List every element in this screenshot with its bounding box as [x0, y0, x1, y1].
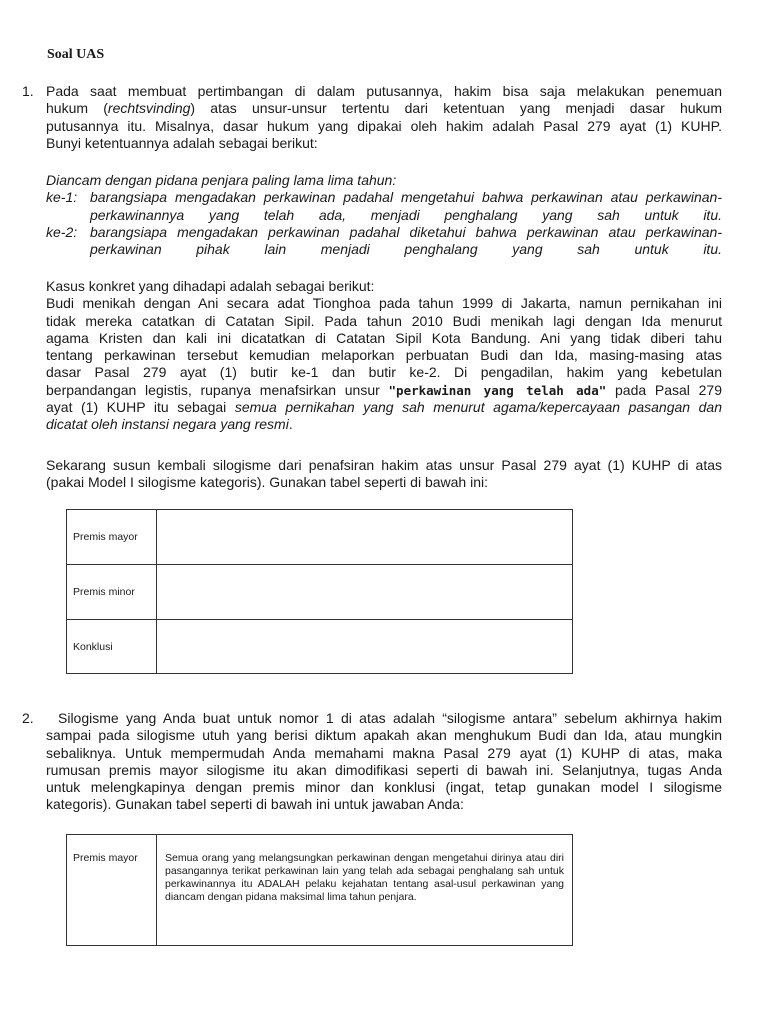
table-row [67, 620, 573, 674]
konklusi-answer[interactable] [157, 620, 573, 674]
article-heading: Diancam dengan pidana penjara paling lama lima tahun: [46, 172, 397, 188]
q2-line: rumusan premis mayor silogisme itu akan dimodifikasi seperti di bawah ini. Selanjutnya, tugas Anda [46, 761, 722, 778]
premis-mayor-label: Premis mayor [67, 510, 157, 565]
premis-mayor-answer[interactable] [157, 510, 573, 565]
case-line: agama Kristen dan kali ini dicatatkan di Catatan Sipil Kota Bandung. Ani yang tidak diberi tahu [46, 329, 722, 346]
question-2-number: 2. [22, 710, 34, 726]
case-line: tidak mereka catatkan di Catatan Sipil. Pada tahun 2010 Budi menikah lagi dengan Ida menurut [46, 312, 722, 329]
intro-line: Pada saat membuat pertimbangan di dalam putusannya, hakim bisa saja melakukan penemuan [46, 83, 722, 99]
premis-mayor-text: Semua orang yang melangsungkan perkawinan dengan mengetahui dirinya atau diri pasangannya terikat perkawinan lain yang telah ada sebagai penghalang sah untuk perkawinannya itu ADALAH pelaku kejahatan tentang asal-usul perkawinan yang diancam dengan pidana maksimal lima tahun penjara. [157, 835, 573, 946]
premis-minor-answer[interactable] [157, 565, 573, 620]
intro-line: hukum (rechtsvinding) atas unsur-unsur tertentu dari ketentuan yang menjadi dasar hukum [46, 100, 723, 117]
konklusi-label: Konklusi [67, 620, 157, 674]
question-1-number: 1. [22, 83, 34, 99]
premis-minor-label: Premis minor [67, 565, 157, 620]
syllogism-table-1 [66, 509, 573, 674]
premis-mayor-label: Premis mayor [67, 835, 157, 946]
table-row [67, 510, 573, 565]
table-row [67, 565, 573, 620]
task-line: (pakai Model I silogisme kategoris). Gunakan tabel seperti di bawah ini: [46, 474, 489, 491]
q2-line: Silogisme yang Anda buat untuk nomor 1 di atas adalah “silogisme antara” sebelum akhirnya hakim [58, 710, 722, 726]
case-line: tentang perkawinan tersebut kemudian melaporkan perbuatan Budi dan Ida, masing-masing atas [46, 347, 722, 364]
intro-line: Bunyi ketentuannya adalah sebagai berikut: [46, 134, 318, 151]
case-line: dicatat oleh instansi negara yang resmi. [46, 416, 293, 433]
case-description [46, 278, 722, 434]
q2-line: kategoris). Gunakan tabel seperti di bawah ini untuk jawaban Anda: [46, 796, 464, 813]
table-row [67, 835, 573, 946]
intro-line: putusannya itu. Misalnya, dasar hukum yang dipakai oleh hakim adalah Pasal 279 ayat (1) KUHP. [46, 117, 722, 134]
question-1-task [46, 457, 722, 492]
article-279 [46, 172, 722, 258]
task-line: Sekarang susun kembali silogisme dari penafsiran hakim atas unsur Pasal 279 ayat (1) KUHP di atas [46, 457, 722, 473]
article-item-2: ke-2: barangsiapa mengadakan perkawinan padahal diketahui bahwa perkawinan atau perkawinan-perkawinan pihak lain menjadi penghalang yang sah untuk itu. [46, 223, 722, 258]
case-line: ayat (1) KUHP itu sebagai semua pernikahan yang sah menurut agama/kepercayaan pasangan dan [46, 399, 722, 416]
syllogism-table-2 [66, 834, 573, 946]
question-2-text [46, 710, 722, 814]
case-line: Budi menikah dengan Ani secara adat Tionghoa pada tahun 1999 di Jakarta, namun pernikahan ini [46, 295, 722, 312]
article-item-1: ke-1: barangsiapa mengadakan perkawinan padahal mengetahui bahwa perkawinan atau perkawinan-perkawinannya yang telah ada, menjadi penghalang yang sah untuk itu. [46, 189, 722, 223]
question-1-intro [46, 83, 722, 152]
q2-line: untuk melengkapinya dengan premis minor dan konklusi (ingat, tetap gunakan model I silogisme [46, 779, 722, 796]
case-line: dasar Pasal 279 ayat (1) butir ke-1 dan butir ke-2. Di pengadilan, hakim yang kebetulan [46, 364, 722, 381]
page-title: Soal UAS [47, 47, 105, 62]
case-heading: Kasus konkret yang dihadapi adalah sebagai berikut: [46, 278, 375, 294]
q2-line: sebaliknya. Untuk mempermudah Anda memahami makna Pasal 279 ayat (1) KUHP di atas, maka [46, 744, 722, 761]
bold-term: "perkawinan yang telah ada" [388, 382, 607, 398]
case-line: berpandangan legistis, rupanya menafsirkan unsur "perkawinan yang telah ada" pada Pasal 279 [46, 381, 722, 398]
q2-line: sampai pada silogisme utuh yang berisi diktum apakah akan menghukum Budi dan Ida, atau mungkin [46, 727, 722, 744]
